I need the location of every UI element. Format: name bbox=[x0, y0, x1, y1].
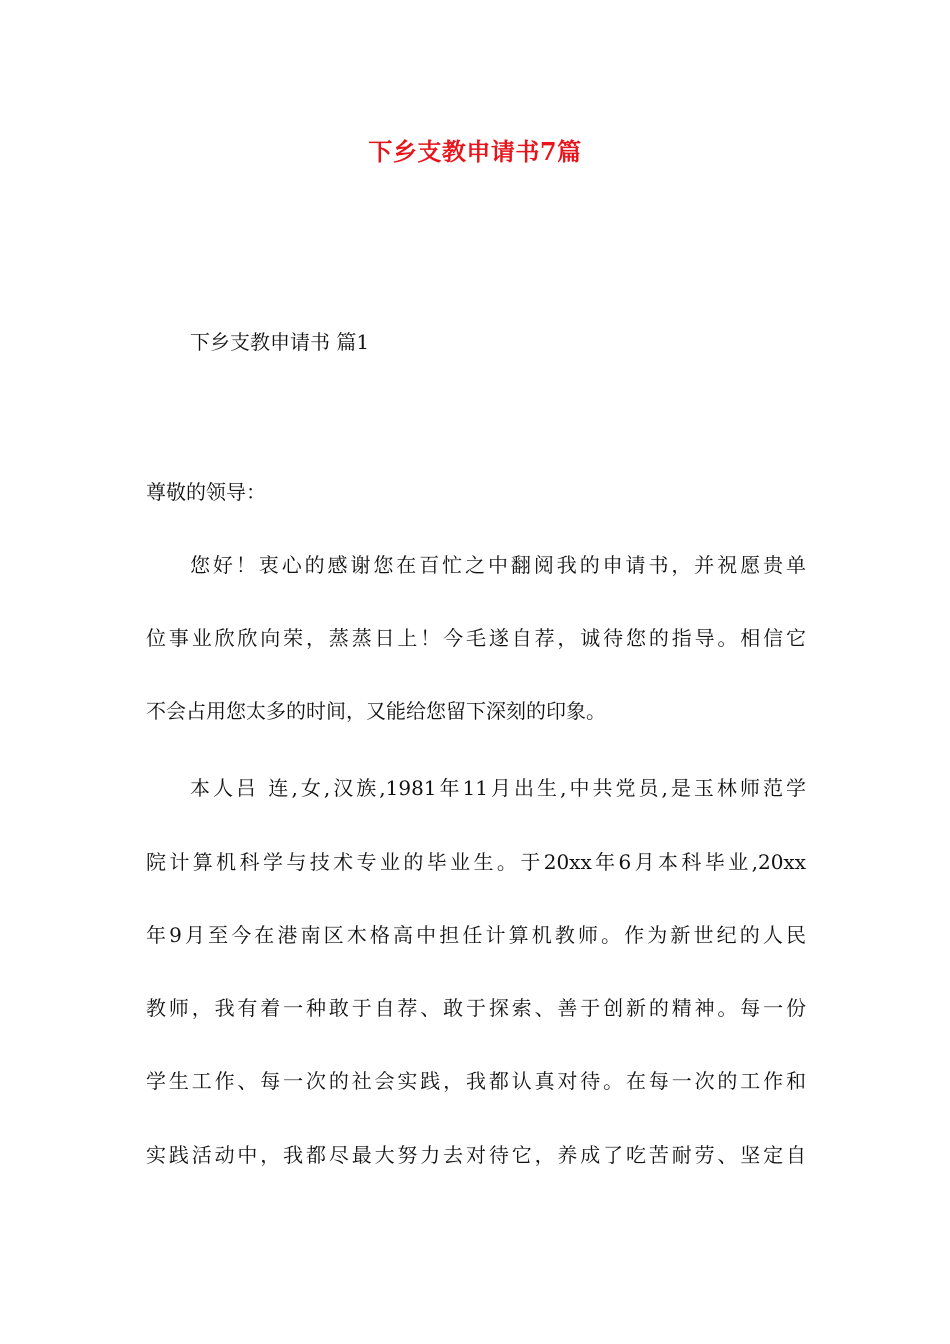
paragraph-2-line-1: 本人吕 连,女,汉族,1981年11月出生,中共党员,是玉林师范学 bbox=[190, 776, 806, 800]
salutation: 尊敬的领导： bbox=[146, 480, 266, 504]
paragraph-1-line-3: 不会占用您太多的时间，又能给您留下深刻的印象。 bbox=[146, 699, 606, 723]
paragraph-2-line-6: 实践活动中，我都尽最大努力去对待它，养成了吃苦耐劳、坚定自 bbox=[146, 1143, 806, 1167]
paragraph-2-line-2: 院计算机科学与技术专业的毕业生。于20xx年6月本科毕业,20xx bbox=[146, 850, 806, 874]
paragraph-2-line-3: 年9月至今在港南区木格高中担任计算机教师。作为新世纪的人民 bbox=[146, 923, 806, 947]
paragraph-2-line-4: 教师，我有着一种敢于自荐、敢于探索、善于创新的精神。每一份 bbox=[146, 996, 806, 1020]
section-heading: 下乡支教申请书 篇1 bbox=[190, 330, 370, 354]
paragraph-1-line-2: 位事业欣欣向荣，蒸蒸日上！今毛遂自荐，诚待您的指导。相信它 bbox=[146, 626, 806, 650]
paragraph-2-line-5: 学生工作、每一次的社会实践，我都认真对待。在每一次的工作和 bbox=[146, 1069, 806, 1093]
document-title: 下乡支教申请书7篇 bbox=[368, 137, 582, 166]
paragraph-1-line-1: 您好！衷心的感谢您在百忙之中翻阅我的申请书，并祝愿贵单 bbox=[190, 553, 806, 577]
